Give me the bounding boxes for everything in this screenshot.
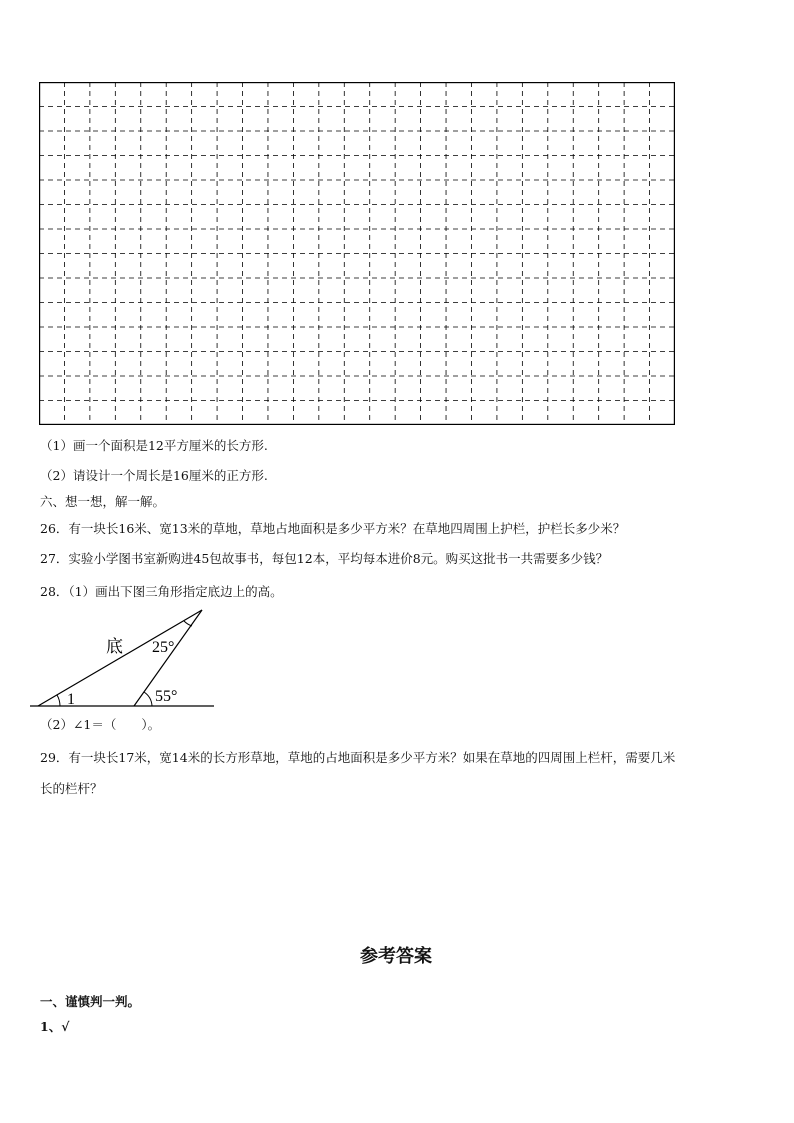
triangle-figure [30,600,230,715]
question-29-line1: 29．有一块长17米，宽14米的长方形草地，草地的占地面积是多少平方米？如果在草地的四周围上栏杆，需要几米 [40,750,676,765]
label-angle-55: 55° [155,688,178,705]
label-base: 底 [106,637,123,657]
question-27: 27．实验小学图书室新购进45包故事书，每包12本，平均每本进价8元。购买这批书一共需要多少钱？ [40,551,609,566]
question-sub1: （1）画一个面积是12平方厘米的长方形. [40,438,268,453]
question-sub2: （2）请设计一个周长是16厘米的正方形. [40,468,268,483]
question-29-line2: 长的栏杆？ [40,781,103,796]
label-angle-1: 1 [67,691,75,708]
answers-title: 参考答案 [360,946,432,967]
question-26: 26．有一块长16米、宽13米的草地，草地占地面积是多少平方米？在草地四周围上护栏，护栏长多少米？ [40,521,626,536]
question-28-part1: 28．（1）画出下图三角形指定底边上的高。 [40,584,283,599]
question-28-part2: （2）∠1＝（ ）。 [40,717,161,732]
drawing-grid [39,82,675,425]
section-six-heading: 六、想一想，解一解。 [40,494,166,509]
label-angle-25: 25° [152,639,175,656]
angle-arc-25 [184,621,192,626]
angle-arc-1 [57,695,60,706]
answer-1: 1、√ [40,1019,70,1034]
answers-section-one: 一、谨慎判一判。 [40,994,141,1009]
angle-arc-55 [144,692,152,706]
